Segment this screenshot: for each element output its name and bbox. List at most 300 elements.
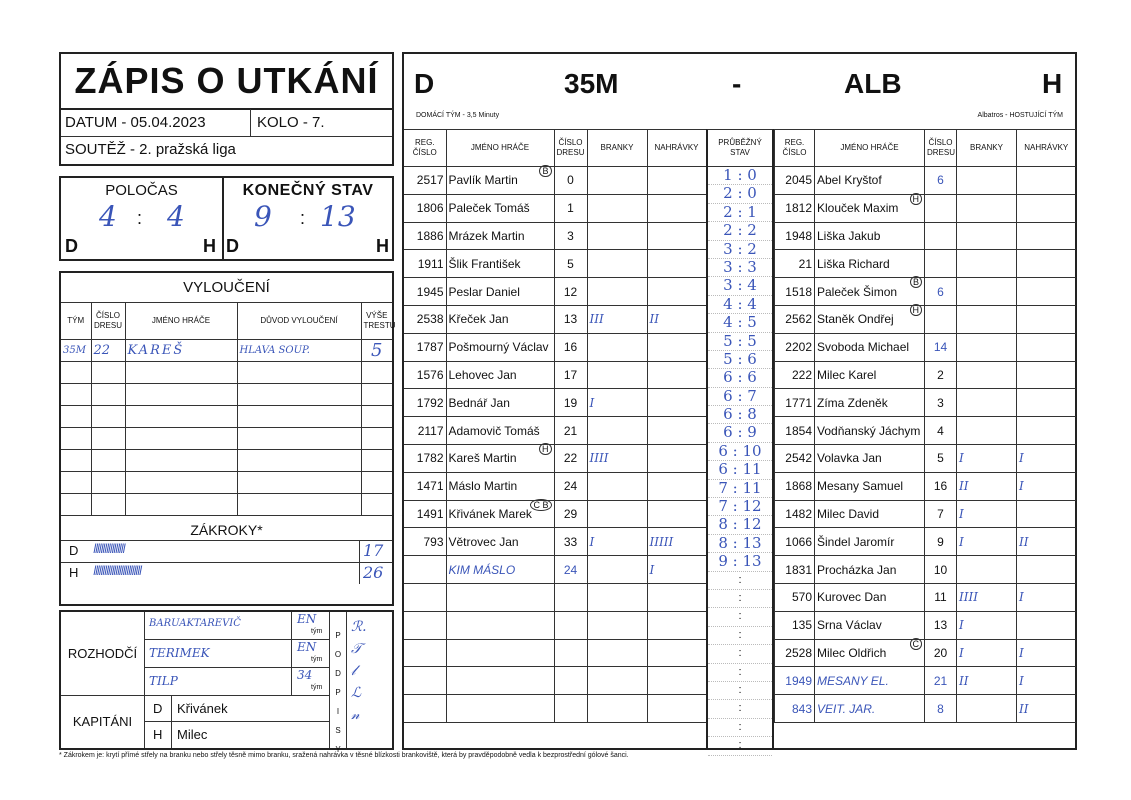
away-goals [957,417,1017,445]
away-name: Liška Richard [815,250,925,278]
home-letter: D [414,68,435,99]
home-player-row [404,583,706,611]
away-player-row [775,667,1076,695]
saves-h-tally: ǀǀǀǀǀǀǀǀǀǀǀǀǀǀǀǀǀǀǀǀǀǀǀǀǀǀ [93,563,141,579]
home-player-row [404,528,706,556]
away-name: Procházka Jan [815,556,925,584]
captain-h-row [145,722,329,748]
home-assists [647,472,706,500]
away-player-row [775,444,1076,472]
away-player-row [775,417,1076,445]
home-assists [647,333,706,361]
referee-2-name: TERIMEK [149,646,210,660]
home-player-row [404,667,706,695]
progress-list [708,167,772,756]
excl-row [61,339,392,361]
home-goals [587,194,647,222]
progress-header: PRŮBĚŽNÝ STAV [708,130,772,167]
home-col-number: ČÍSLO DRESU [554,130,587,167]
away-col-number: ČÍSLO DRESU [925,130,957,167]
progress-score: : [708,719,772,737]
home-name: Mrázek Martin [446,222,554,250]
away-assists: II [1017,695,1076,723]
away-reg: 2562 [775,305,815,333]
home-goals [587,639,647,667]
away-goals [957,389,1017,417]
saves-d-label: D [69,542,79,558]
away-name: Milec Karel [815,361,925,389]
away-number: 11 [925,583,957,611]
home-number: 24 [554,472,587,500]
home-name: Kareš Martin H [446,444,554,472]
away-number: 16 [925,472,957,500]
home-number: 22 [554,444,587,472]
away-col-name: JMÉNO HRÁČE [815,130,925,167]
away-reg: 2202 [775,333,815,361]
home-reg [404,556,446,584]
away-assists [1017,194,1076,222]
away-assists: I [1017,583,1076,611]
captains-label: KAPITÁNI [61,696,145,748]
away-player-row [775,583,1076,611]
home-goals [587,667,647,695]
home-number: 24 [554,556,587,584]
home-goals [587,500,647,528]
home-name: Šlik František [446,250,554,278]
away-players-table [774,129,1076,723]
home-assists [647,444,706,472]
away-col-reg: REG. ČÍSLO [775,130,815,167]
home-player-row [404,417,706,445]
away-number: 7 [925,500,957,528]
halftime-colon: : [137,208,143,228]
exclusions-box [59,271,394,606]
home-player-row [404,361,706,389]
away-reg: 1948 [775,222,815,250]
referee-1 [145,612,329,640]
excl-penalty: 5 [361,339,392,361]
role-mark: H [910,193,923,205]
match-dash: - [732,68,742,99]
away-name: Srna Václav [815,611,925,639]
home-reg [404,611,446,639]
home-reg: 2117 [404,417,446,445]
home-number [554,695,587,723]
progress-score: : [708,700,772,718]
progress-score: 6 : 6 [708,369,772,387]
home-code: 35M [564,68,619,99]
away-number: 10 [925,556,957,584]
home-assists [647,167,706,195]
home-reg [404,583,446,611]
progress-score: 5 : 5 [708,333,772,351]
halftime-home: 4 [99,200,117,233]
signatures-letters: P O D P I S Y [334,631,342,754]
home-goals [587,556,647,584]
home-player-row [404,695,706,723]
home-assists [647,361,706,389]
home-player-row [404,305,706,333]
away-player-row [775,556,1076,584]
away-player-row [775,639,1076,667]
home-reg [404,667,446,695]
referee-1-name: BARUAKTAREVIČ [149,618,241,629]
away-reg: 1868 [775,472,815,500]
home-assists: I [647,556,706,584]
excl-reason: HLAVA SOUP. [237,339,361,361]
away-reg: 1812 [775,194,815,222]
away-player-row [775,278,1076,306]
home-reg: 793 [404,528,446,556]
away-assists: I [1017,667,1076,695]
excl-col-team: TÝM [61,303,91,339]
away-reg: 570 [775,583,815,611]
home-name: Lehovec Jan [446,361,554,389]
away-player-row [775,305,1076,333]
halftime-section [61,178,224,259]
away-number [925,194,957,222]
home-player-row [404,389,706,417]
officials-box [59,610,394,754]
home-reg [404,639,446,667]
away-number: 21 [925,667,957,695]
progress-score: 5 : 6 [708,351,772,369]
away-goals [957,250,1017,278]
away-goals [957,695,1017,723]
home-number: 3 [554,222,587,250]
home-goals [587,222,647,250]
home-number [554,583,587,611]
progress-score: 4 : 5 [708,314,772,332]
home-name: Křeček Jan [446,305,554,333]
role-mark: H [910,304,923,316]
home-number: 21 [554,417,587,445]
home-player-row [404,167,706,195]
final-section [224,178,392,259]
home-goals [587,361,647,389]
home-reg: 1782 [404,444,446,472]
final-away: 13 [320,200,356,233]
home-name [446,695,554,723]
progress-score: 6 : 9 [708,424,772,442]
home-goals: III [587,305,647,333]
home-reg: 1576 [404,361,446,389]
saves-d-tally: ǀǀǀǀǀǀǀǀǀǀǀǀǀǀǀǀǀ [93,541,125,557]
home-name: Křivánek Marek C B [446,500,554,528]
home-name: KIM MÁSLO [446,556,554,584]
away-goals: I [957,611,1017,639]
home-name [446,611,554,639]
exclusions-table [61,303,396,516]
excl-name: KAREŠ [125,339,237,361]
progress-score: 6 : 7 [708,388,772,406]
away-reg: 21 [775,250,815,278]
home-number: 17 [554,361,587,389]
league-text: SOUTĚŽ - 2. pražská liga [65,141,236,158]
role-mark: B [910,276,922,288]
away-goals [957,556,1017,584]
progress-score: : [708,682,772,700]
home-name [446,583,554,611]
title-box [59,52,394,110]
excl-col-name: JMÉNO HRÁČE [125,303,237,339]
match-sheet [402,52,1077,750]
home-goals [587,611,647,639]
home-reg: 1945 [404,278,446,306]
home-reg: 1792 [404,389,446,417]
home-goals: IIII [587,444,647,472]
home-reg: 1806 [404,194,446,222]
footnote: * Zákrokem je: krytí přímé střely na branku nebo střely těsně mimo branku, sražená nahrávka v těsné blízkosti brankoviště, která by pravděpodobně vedla k bezprostřední gólové šanci. [59,752,629,759]
away-name: Kurovec Dan [815,583,925,611]
home-player-row [404,278,706,306]
role-mark: H [539,443,552,455]
home-reg: 1886 [404,222,446,250]
away-name: Liška Jakub [815,222,925,250]
progress-score: 4 : 4 [708,296,772,314]
home-assists [647,389,706,417]
home-number: 0 [554,167,587,195]
signature-area: ℛ. 𝒯 𝓁 ℒ 𝓃 [351,619,367,723]
excl-team: 35M [61,339,91,361]
away-assists [1017,333,1076,361]
away-reg: 2528 [775,639,815,667]
progress-score: : [708,572,772,590]
saves-row-d [61,541,392,563]
home-assists [647,667,706,695]
captain-h-name: Milec [177,727,208,742]
referee-3-team-word: tým [311,684,323,691]
league-cell [61,137,392,163]
away-assists [1017,167,1076,195]
progress-score: : [708,627,772,645]
away-col-goals: BRANKY [957,130,1017,167]
away-number: 3 [925,389,957,417]
home-player-row [404,222,706,250]
home-goals [587,472,647,500]
away-assists [1017,250,1076,278]
progress-score: 2 : 0 [708,185,772,203]
home-col-goals: BRANKY [587,130,647,167]
away-reg: 843 [775,695,815,723]
round-text: KOLO - 7. [257,114,325,131]
away-player-row [775,361,1076,389]
away-number: 8 [925,695,957,723]
away-reg: 1831 [775,556,815,584]
home-reg: 1471 [404,472,446,500]
away-assists [1017,556,1076,584]
away-name: Milec Oldřich C [815,639,925,667]
away-goals [957,222,1017,250]
final-colon: : [300,208,306,228]
referee-1-team-word: tým [311,628,323,635]
home-name: Máslo Martin [446,472,554,500]
home-number: 13 [554,305,587,333]
away-name: Staněk Ondřej H [815,305,925,333]
progress-score: 6 : 11 [708,461,772,479]
progress-score: 7 : 12 [708,498,772,516]
home-number: 29 [554,500,587,528]
referee-3-name: TILP [149,674,178,688]
home-goals [587,695,647,723]
away-reg: 1854 [775,417,815,445]
away-reg: 1518 [775,278,815,306]
referee-label: ROZHODČÍ [61,612,145,696]
progress-column [706,129,774,752]
away-col-assists: NAHRÁVKY [1017,130,1076,167]
away-goals [957,194,1017,222]
home-player-row [404,639,706,667]
home-player-row [404,333,706,361]
away-reg: 222 [775,361,815,389]
away-name: MESANY EL. [815,667,925,695]
progress-score: : [708,608,772,626]
away-goals [957,361,1017,389]
away-reg: 1771 [775,389,815,417]
home-name [446,667,554,695]
away-player-row [775,250,1076,278]
home-number: 12 [554,278,587,306]
progress-score: 8 : 13 [708,535,772,553]
away-desc: Albatros - HOSTUJÍCÍ TÝM [977,112,1063,119]
home-assists [647,500,706,528]
progress-score: : [708,590,772,608]
home-number: 33 [554,528,587,556]
home-player-row [404,611,706,639]
signatures-label [329,612,347,754]
away-name: Abel Kryštof [815,167,925,195]
referee-2-team-word: tým [311,656,323,663]
away-assists [1017,278,1076,306]
progress-score: 6 : 8 [708,406,772,424]
away-number: 6 [925,167,957,195]
excl-col-reason: DŮVOD VYLOUČENÍ [237,303,361,339]
away-name: Mesany Samuel [815,472,925,500]
home-assists [647,611,706,639]
home-goals: I [587,528,647,556]
referee-1-team: EN [297,612,317,626]
home-number [554,639,587,667]
home-name: Pošmourný Václav [446,333,554,361]
progress-score: 6 : 10 [708,443,772,461]
home-assists [647,583,706,611]
progress-score: 7 : 11 [708,480,772,498]
away-goals: I [957,639,1017,667]
home-number [554,667,587,695]
away-assists: I [1017,639,1076,667]
home-assists [647,695,706,723]
away-letter: H [1042,68,1063,99]
final-home: 9 [254,200,272,233]
home-name: Pavlík Martin B [446,167,554,195]
progress-score: 3 : 2 [708,241,772,259]
away-goals: II [957,667,1017,695]
home-assists [647,222,706,250]
away-reg: 2542 [775,444,815,472]
progress-score: : [708,645,772,663]
away-assists [1017,500,1076,528]
halftime-d-label: D [65,236,78,256]
away-goals: I [957,528,1017,556]
away-name: Klouček Maxim H [815,194,925,222]
away-goals [957,167,1017,195]
away-assists [1017,305,1076,333]
final-d-label: D [226,236,239,256]
home-col-reg: REG. ČÍSLO [404,130,446,167]
home-reg: 2517 [404,167,446,195]
away-number: 6 [925,278,957,306]
away-name: Šindel Jaromír [815,528,925,556]
away-number [925,305,957,333]
date-text: DATUM - 05.04.2023 [65,114,206,131]
home-col-name: JMÉNO HRÁČE [446,130,554,167]
referee-3-team: 34 [297,668,313,682]
away-assists: II [1017,528,1076,556]
home-name: Adamovič Tomáš [446,417,554,445]
progress-score: 2 : 2 [708,222,772,240]
away-number: 9 [925,528,957,556]
home-assists [647,417,706,445]
home-goals [587,583,647,611]
home-player-row [404,556,706,584]
away-assists [1017,417,1076,445]
saves-title: ZÁKROKY* [61,516,392,541]
progress-score: : [708,737,772,755]
away-reg: 1482 [775,500,815,528]
away-assists [1017,611,1076,639]
home-reg: 1911 [404,250,446,278]
progress-score: 2 : 1 [708,204,772,222]
away-number: 13 [925,611,957,639]
home-goals [587,333,647,361]
home-name [446,639,554,667]
referee-2-team: EN [297,640,317,654]
home-reg: 1491 [404,500,446,528]
home-number: 5 [554,250,587,278]
home-name: Bednář Jan [446,389,554,417]
away-code: ALB [844,68,902,99]
captain-d-row [145,696,329,722]
away-number: 20 [925,639,957,667]
away-goals [957,278,1017,306]
score-box [59,176,394,261]
away-assists [1017,361,1076,389]
progress-score: 3 : 4 [708,277,772,295]
away-player-row [775,500,1076,528]
home-player-row [404,472,706,500]
home-number: 19 [554,389,587,417]
away-goals: I [957,444,1017,472]
away-assists [1017,222,1076,250]
home-name: Peslar Daniel [446,278,554,306]
away-reg: 2045 [775,167,815,195]
home-goals [587,167,647,195]
home-player-row [404,194,706,222]
away-player-row [775,611,1076,639]
date-cell [61,109,251,137]
home-player-row [404,500,706,528]
away-goals: I [957,500,1017,528]
role-mark: C B [530,499,551,511]
away-player-row [775,472,1076,500]
home-goals [587,278,647,306]
away-name: Paleček Šimon B [815,278,925,306]
home-col-assists: NAHRÁVKY [647,130,706,167]
captain-d-label: D [153,701,163,716]
home-players-table [404,129,707,723]
away-name: Vodňanský Jáchym [815,417,925,445]
away-number [925,250,957,278]
